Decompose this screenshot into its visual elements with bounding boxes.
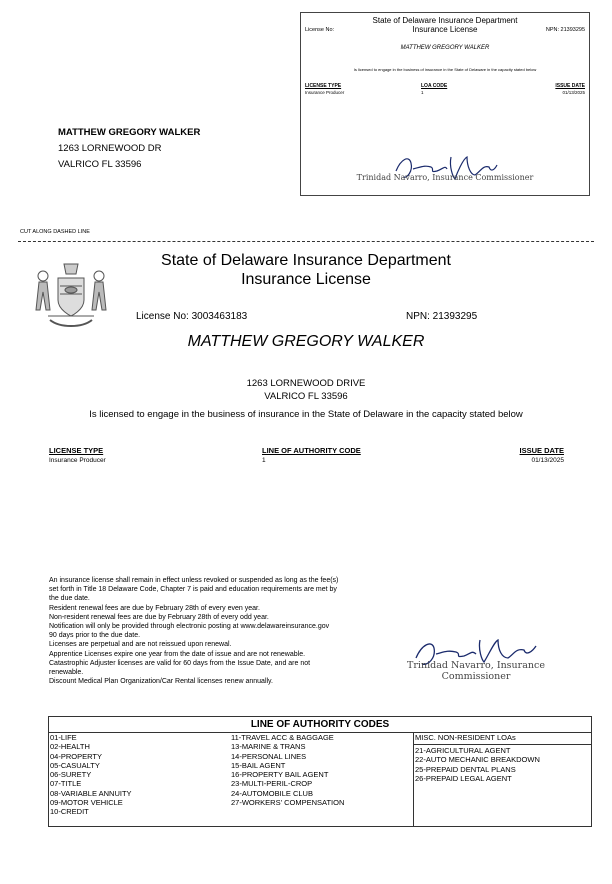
license-dept: State of Delaware Insurance Department xyxy=(161,252,451,269)
loa-item: 26-PREPAID LEGAL AGENT xyxy=(415,773,512,783)
license-notes xyxy=(49,576,389,686)
cut-line xyxy=(18,241,594,242)
misc-loa-header: MISC. NON-RESIDENT LOAs xyxy=(413,732,591,745)
loa-item: 14-PERSONAL LINES xyxy=(231,751,307,761)
loa-col-2 xyxy=(231,733,344,807)
note-line: Catastrophic Adjuster licenses are valid for 60 days from the Issue Date, and are not xyxy=(49,659,311,667)
loa-item: 10-CREDIT xyxy=(50,807,89,817)
license-addr2: VALRICO FL 33596 xyxy=(264,391,348,402)
card-name: MATTHEW GREGORY WALKER xyxy=(400,45,490,51)
header-loa-code: LINE OF AUTHORITY CODE xyxy=(262,446,361,455)
loa-item: 09-MOTOR VEHICLE xyxy=(50,798,123,808)
note-line: 90 days prior to the due date. xyxy=(49,632,141,640)
loa-item: 16-PROPERTY BAIL AGENT xyxy=(231,770,329,780)
loa-item: 02-HEALTH xyxy=(50,742,90,752)
card-commissioner: Trinidad Navarro, Insurance Commissioner xyxy=(356,173,534,182)
cut-label: CUT ALONG DASHED LINE xyxy=(20,229,90,235)
mailing-line2: VALRICO FL 33596 xyxy=(58,159,142,170)
card-cell-loa: 1 xyxy=(421,90,424,95)
note-line: renewable. xyxy=(49,669,84,677)
loa-item: 25-PREPAID DENTAL PLANS xyxy=(415,764,516,774)
loa-item: 27-WORKERS' COMPENSATION xyxy=(231,798,345,808)
loa-item: 21-AGRICULTURAL AGENT xyxy=(415,746,511,755)
loa-item: 01-LIFE xyxy=(50,733,77,742)
cell-loa-code: 1 xyxy=(262,457,266,464)
note-line: Discount Medical Plan Organization/Car Rental licenses renew annually. xyxy=(49,678,273,686)
mailing-name: MATTHEW GREGORY WALKER xyxy=(58,127,201,138)
note-line: Resident renewal fees are due by February 28th of every even year. xyxy=(49,604,260,612)
mailing-address xyxy=(58,125,200,173)
license-title: Insurance License xyxy=(241,271,371,288)
card-title: Insurance License xyxy=(412,25,478,34)
loa-col-1 xyxy=(50,733,132,817)
loa-item: 23-MULTI-PERIL-CROP xyxy=(231,779,313,789)
loa-item: 13-MARINE & TRANS xyxy=(231,742,306,752)
loa-item: 08-VARIABLE ANNUITY xyxy=(50,788,132,798)
card-header-loa: LOA CODE xyxy=(421,83,448,89)
card-npn: NPN: 21393295 xyxy=(545,27,585,33)
loa-item: 24-AUTOMOBILE CLUB xyxy=(231,788,313,798)
loa-item: 07-TITLE xyxy=(50,779,82,789)
card-capacity: Is licensed to engage in the business of insurance in the State of Delaware in the capacity stated below xyxy=(353,67,537,72)
licensee-name: MATTHEW GREGORY WALKER xyxy=(187,333,425,350)
loa-col-3 xyxy=(415,746,540,783)
card-header-date: ISSUE DATE xyxy=(555,83,585,89)
loa-codes-table xyxy=(48,716,592,827)
loa-item: 04-PROPERTY xyxy=(50,751,102,761)
commissioner-name: Trinidad Navarro, Insurance Commissioner xyxy=(407,660,545,682)
loa-item: 15-BAIL AGENT xyxy=(231,760,286,770)
loa-table-title: LINE OF AUTHORITY CODES xyxy=(49,717,591,733)
cell-issue-date: 01/13/2025 xyxy=(531,457,564,464)
header-license-type: LICENSE TYPE xyxy=(49,446,104,455)
mailing-line1: 1263 LORNEWOOD DR xyxy=(58,143,162,154)
cell-license-type: Insurance Producer xyxy=(49,457,106,464)
note-line: An insurance license shall remain in effect unless revoked or suspended as long as the fee(s) xyxy=(49,577,339,584)
loa-item: 22-AUTO MECHANIC BREAKDOWN xyxy=(415,755,540,765)
header-issue-date: ISSUE DATE xyxy=(519,446,564,455)
license-number: License No: 3003463183 xyxy=(136,311,248,322)
loa-item: 06-SURETY xyxy=(50,770,92,780)
loa-divider xyxy=(413,732,414,826)
note-line: the due date. xyxy=(49,595,90,603)
card-header-type: LICENSE TYPE xyxy=(305,83,342,89)
note-line: Notification will only be provided through electronic posting at www.delawareinsurance.gov xyxy=(49,623,330,631)
license-addr1: 1263 LORNEWOOD DRIVE xyxy=(246,378,366,389)
license-capacity: Is licensed to engage in the business of insurance in the State of Delaware in the capacity stated below xyxy=(89,409,523,420)
note-line: Licenses are perpetual and are not reissued upon renewal. xyxy=(49,641,232,649)
card-cell-date: 01/13/2025 xyxy=(562,90,585,95)
card-dept: State of Delaware Insurance Department xyxy=(372,16,518,25)
card-license-label: License No: xyxy=(305,27,335,33)
note-line: Non-resident renewal fees are due by February 28th of every odd year. xyxy=(49,613,269,621)
card-cell-type: Insurance Producer xyxy=(305,90,345,95)
loa-item: 11-TRAVEL ACC & BAGGAGE xyxy=(231,733,334,742)
license-npn: NPN: 21393295 xyxy=(406,311,478,322)
note-line: Apprentice Licenses expire one year from the date of issue and are not renewable. xyxy=(49,650,306,658)
note-line: set forth in Title 18 Delaware Code, Chapter 7 is paid and education requirements are met by xyxy=(49,586,337,594)
loa-item: 05-CASUALTY xyxy=(50,760,100,770)
wallet-card xyxy=(300,12,590,196)
